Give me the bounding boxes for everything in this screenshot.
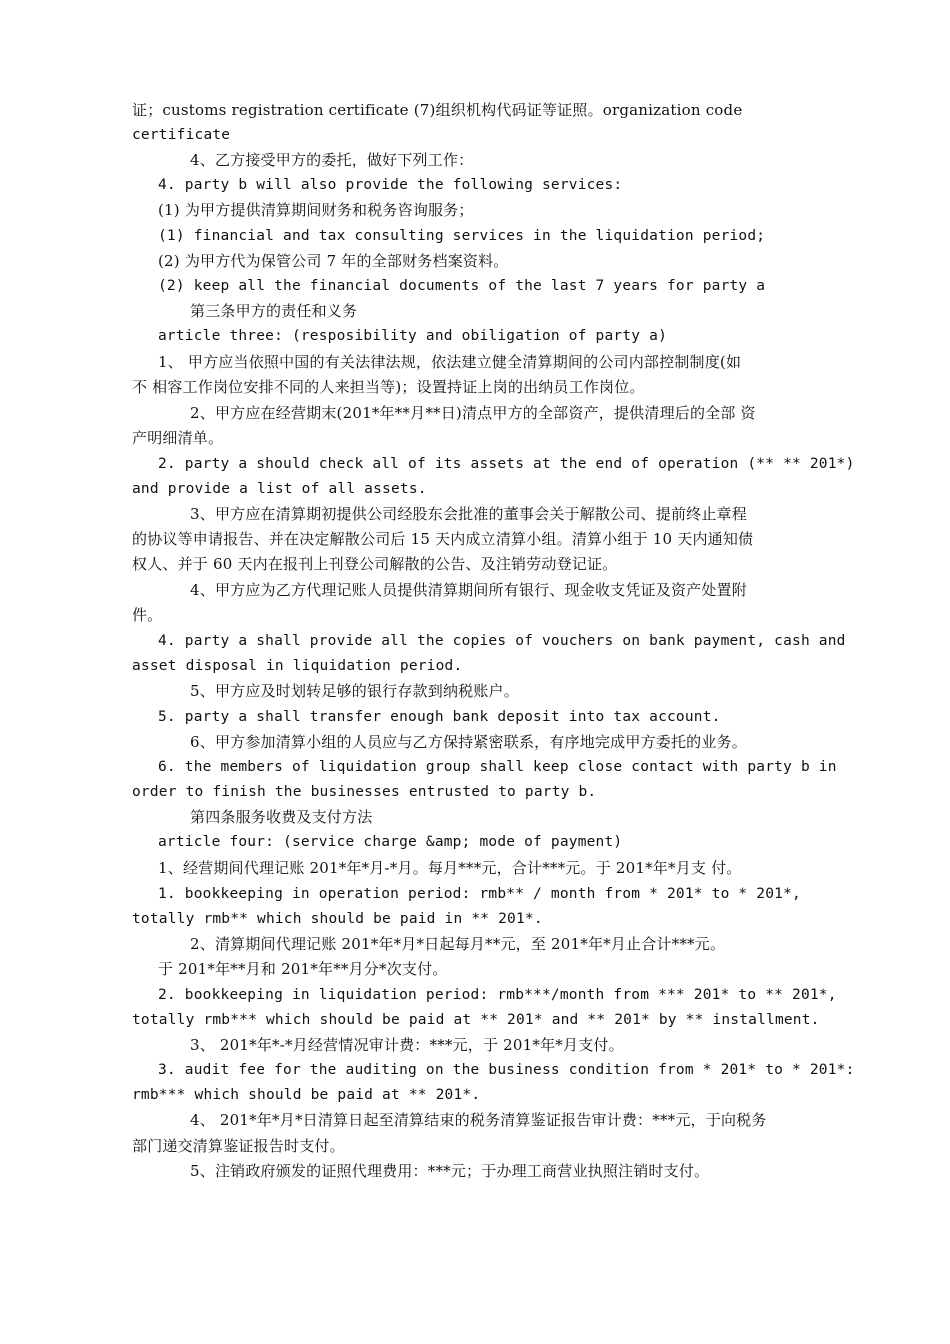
text-line: (2) keep all the financial documents of the last 7 years for party a — [158, 278, 766, 294]
text-line: totally rmb** which should be paid in ** 201*. — [132, 911, 543, 927]
text-line: 产明细清单。 — [132, 429, 224, 447]
text-line: 件。 — [132, 606, 163, 624]
text-line: asset disposal in liquidation period. — [132, 658, 463, 674]
text-line: (1) 为甲方提供清算期间财务和税务咨询服务； — [158, 201, 474, 219]
text-line: 1、经营期间代理记账 201*年*月-*月。每月***元，合计***元。于 201*年*月支 付。 — [158, 859, 742, 877]
text-line: 证；customs registration certificate (7)组织机构代码证等证照。organization code — [132, 101, 743, 119]
text-line: 3. audit fee for the auditing on the business condition from * 201* to * 201*: — [158, 1062, 855, 1078]
text-line: 2、甲方应在经营期末(201*年**月**日)清点甲方的全部资产，提供清理后的全部 资 — [190, 404, 756, 422]
text-line: 3、 201*年*-*月经营情况审计费：***元，于 201*年*月支付。 — [190, 1036, 624, 1054]
text-line: 5. party a shall transfer enough bank deposit into tax account. — [158, 709, 721, 725]
text-line: totally rmb*** which should be paid at ** 201* and ** 201* by ** installment. — [132, 1012, 820, 1028]
text-line: 6. the members of liquidation group shall keep close contact with party b in — [158, 759, 837, 775]
text-line: 部门递交清算鉴证报告时支付。 — [132, 1137, 345, 1155]
text-line: rmb*** which should be paid at ** 201*. — [132, 1087, 481, 1103]
text-line: 3、甲方应在清算期初提供公司经股东会批准的董事会关于解散公司、提前终止章程 — [190, 505, 747, 523]
text-line: 不 相容工作岗位安排不同的人来担当等)；设置持证上岗的出纳员工作岗位。 — [132, 378, 645, 396]
section-heading-en: article four: (service charge &amp; mode of payment) — [158, 834, 623, 850]
text-line: certificate — [132, 127, 231, 143]
text-line: 于 201*年**月和 201*年**月分*次支付。 — [158, 960, 448, 978]
text-line: 2. party a should check all of its assets at the end of operation (** ** 201*) — [158, 456, 855, 472]
text-line: 4、 201*年*月*日清算日起至清算结束的税务清算鉴证报告审计费：***元，于向税务 — [190, 1111, 767, 1129]
text-line: (1) financial and tax consulting services in the liquidation period; — [158, 228, 766, 244]
text-line: and provide a list of all assets. — [132, 481, 427, 497]
text-line: 6、甲方参加清算小组的人员应与乙方保持紧密联系，有序地完成甲方委托的业务。 — [190, 733, 747, 751]
text-line: 4. party a shall provide all the copies of vouchers on bank payment, cash and — [158, 633, 846, 649]
section-heading: 第四条服务收费及支付方法 — [190, 808, 373, 826]
text-line: 4、乙方接受甲方的委托，做好下列工作： — [190, 151, 474, 169]
text-line: 4、甲方应为乙方代理记账人员提供清算期间所有银行、现金收支凭证及资产处置附 — [190, 581, 747, 599]
section-heading: 第三条甲方的责任和义务 — [190, 302, 358, 320]
text-line: 1、 甲方应当依照中国的有关法律法规，依法建立健全清算期间的公司内部控制制度(如 — [158, 353, 742, 371]
text-line: 权人、并于 60 天内在报刊上刊登公司解散的公告、及注销劳动登记证。 — [132, 555, 618, 573]
text-line: 4. party b will also provide the following services: — [158, 177, 623, 193]
text-line: 2、清算期间代理记账 201*年*月*日起每月**元，至 201*年*月止合计***元。 — [190, 935, 726, 953]
text-line: 5、注销政府颁发的证照代理费用：***元；于办理工商营业执照注销时支付。 — [190, 1162, 710, 1180]
text-line: 1. bookkeeping in operation period: rmb** / month from * 201* to * 201*, — [158, 886, 801, 902]
section-heading-en: article three: (resposibility and obiligation of party a) — [158, 328, 667, 344]
text-line: 5、甲方应及时划转足够的银行存款到纳税账户。 — [190, 682, 519, 700]
text-line: (2) 为甲方代为保管公司 7 年的全部财务档案资料。 — [158, 252, 509, 270]
text-line: order to finish the businesses entrusted to party b. — [132, 784, 597, 800]
text-line: 的协议等申请报告、并在决定解散公司后 15 天内成立清算小组。清算小组于 10 天内通知债 — [132, 530, 754, 548]
text-line: 2. bookkeeping in liquidation period: rmb***/month from *** 201* to ** 201*, — [158, 987, 837, 1003]
